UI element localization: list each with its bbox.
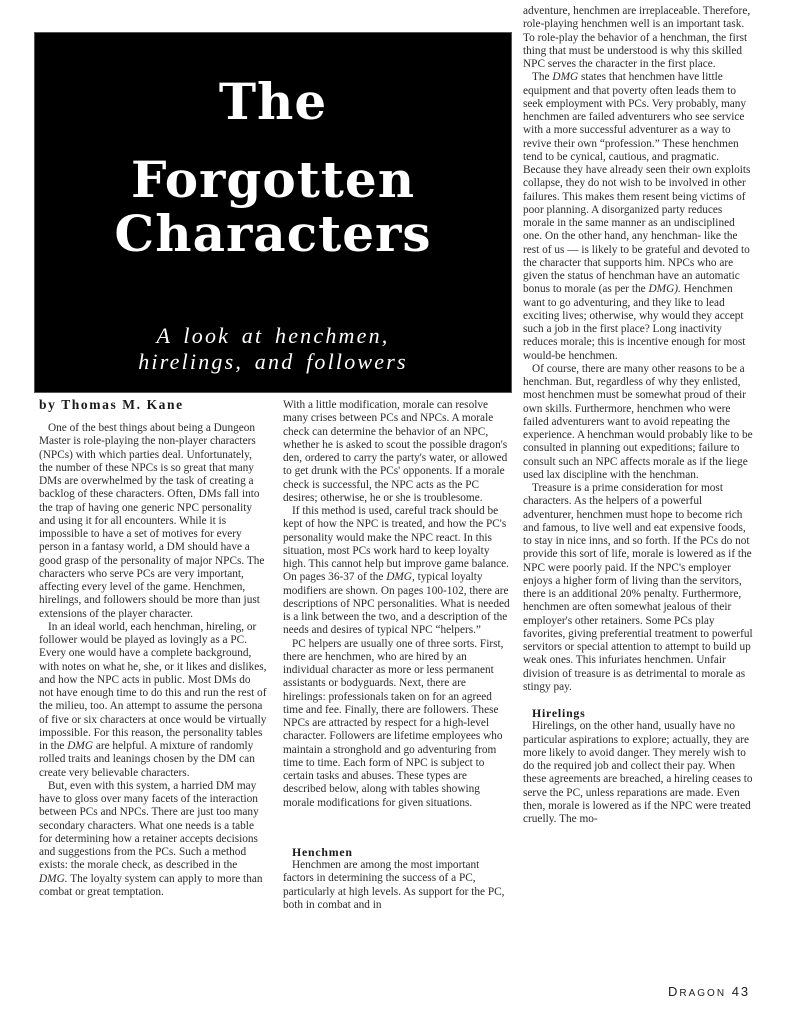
emphasis-dmg: DMG).: [648, 283, 681, 296]
paragraph-text: If this method is used, careful track should be kept of how the NPC is treated, and how the PC's personality would make the NPC react. In this situation, most PCs work hard to keep loyalty high. This cannot help but improve game balance. On pages 36-37 of the: [283, 505, 509, 584]
paragraph-text: typical loyalty modifiers are shown. On pages 100-102, there are descriptions of NPC personalities. What is needed is a link between the two, and a description of the needs and desires of typical NPC “helpers.”: [283, 571, 510, 637]
spacer: [283, 810, 511, 846]
paragraph-text: But, even with this system, a harried DM may have to gloss over many facets of the interaction between PCs and NPCs. There are just too many secondary characters. What one needs is a table for determining how a retainer accepts decisions and suggestions from the PCs. Such a method exists: the morale check, as described in the: [39, 779, 259, 872]
paragraph: Treasure is a prime consideration for most characters. As the helpers of a powerful adventurer, henchmen must hope to become rich and famous, to live well and eat expensive foods, to stay in nice inns, and so forth. If the PCs do not provide this sort of life, morale is lowered as if the NPC were poorly paid. If the NPC's employer enjoys a higher form of living than the servitors, there is an additional 20% penalty. Furthermore, henchmen are often somewhat jealous of their employer's other retainers. Some PCs play favorites, giving preferential treatment to powerful servitors or special attention to attempt to build up weak ones. This infuriates henchmen. Unfair division of treasure is as detrimental to morale as stingy pay.: [523, 482, 753, 693]
article-title: [35, 72, 511, 263]
title-line-1: The: [218, 72, 328, 131]
paragraph: [523, 71, 755, 363]
page-number: 43: [731, 984, 751, 999]
paragraph: Hirelings, on the other hand, usually have no particular aspirations to explore; actually, they are more likely to avoid danger. They merely wish to do the required job and collect their pay. When these agreements are breached, a hireling ceases to serve the PC, unless reparations are made. Even then, morale is lowered as if the NPC were treated cruelly. The mo-: [523, 720, 753, 825]
emphasis-dmg: DMG: [552, 71, 579, 84]
paragraph: adventure, henchmen are irreplaceable. Therefore, role-playing henchmen well is an important task. To role-play the behavior of a henchman, the first thing that must be understood is why this skilled NPC serves the character in the first place.: [523, 5, 751, 70]
paragraph: [283, 505, 511, 638]
article-subtitle: [35, 323, 511, 375]
paragraph: Henchmen are among the most important factors in determining the success of a PC, particularly at high levels. As support for the PC, both in combat and in: [283, 859, 505, 911]
emphasis-dmg: DMG.: [39, 872, 68, 885]
text-column-1: [39, 422, 267, 899]
emphasis-dmg: DMG: [67, 740, 93, 752]
paragraph: With a little modification, morale can resolve many crises between PCs and NPCs. A morale check can determine the behavior of an NPC, whether he is asked to scout the possible dragon's den, ordered to carry the party's water, or allowed to get drunk with the PCs' opponents. If a morale check is successful, the NPC acts as the PC desires; otherwise, he or she is troublesome.: [283, 399, 508, 504]
text-column-2: [283, 399, 511, 912]
paragraph-text: In an ideal world, each henchman, hireling, or follower would be played as lovingly as a PC. Every one would have a complete background, with notes on what he, she, or it likes and dislikes, and how the NPC acts in public. Most DMs do not have enough time to do this and run the rest of the milieu, too. An attempt to assume the persona of five or six characters at once would be virtually impossible. For this reason, the personality tables in the: [39, 620, 267, 752]
subtitle-line-1: A look at henchmen,: [156, 323, 390, 348]
byline: by Thomas M. Kane: [39, 397, 184, 412]
subtitle-line-2: hirelings, and followers: [138, 349, 408, 374]
paragraph-text: are helpful. A mixture of randomly rolled traits and leanings chosen by the DM can create very believable characters.: [39, 740, 255, 779]
paragraph: One of the best things about being a Dungeon Master is role-playing the non-player characters (NPCs) with which parties deal. Unfortunately, the number of these NPCs is so great that many DMs are overwhelmed by the task of creating a backlog of these characters. Often, DMs fall into the trap of having one generic NPC personality and using it for all encounters. While it is impossible to have a set of motives for every person in a fantasy world, a DM should have a good grasp of the personality of major NPCs. The characters who serve PCs are very important, affecting every level of the game. Henchmen, hirelings, and followers should be more than just extensions of the player character.: [39, 422, 265, 620]
title-line-3: Characters: [114, 204, 432, 263]
title-line-2: Forgotten: [130, 150, 416, 209]
paragraph: PC helpers are usually one of three sorts. First, there are henchmen, who are hired by an individual character as more or less permanent assistants or bodyguards. Next, there are hirelings: professionals taken on for an agreed time and fee. Finally, there are followers. These NPCs are attracted by respect for a high-level character. Followers are lifetime employees who maintain a stronghold and go adventuring from time to time. Each form of NPC is subject to certain tasks and abuses. These types are described below, along with tables showing morale modifications for given situations.: [283, 637, 504, 809]
section-heading-henchmen: Henchmen: [292, 844, 353, 859]
paragraph: [39, 780, 267, 899]
paragraph-text: Henchmen want to go adventuring, and they like to lead exciting lives; otherwise, why would they accept such a job in the first place? Long inactivity reduces morale; this is incentive enough for most would-be henchmen.: [523, 283, 746, 362]
paragraph-text: states that henchmen have little equipment and that poverty often leads them to seek employment with PCs. Very probably, many henchmen are failed adventurers who see service with a more successful adventurer as a way to revive their own “profession.” These henchmen tend to be cynical, cautious, and pragmatic. Because they have already seen their own exploits collapse, they do not wish to be involved in other failures. This makes them resent being victims of poor planning. A disorganized party reduces morale in the same manner as an undisciplined one. On the other hand, any henchman- like the rest of us — is likely to be grateful and devoted to the character that supports him. NPCs who are given the status of henchman have an automatic bonus to morale (as per the: [523, 71, 751, 296]
title-banner: [34, 32, 512, 393]
page-footer: [668, 984, 750, 999]
magazine-initial: D: [668, 984, 680, 999]
paragraph: [39, 621, 267, 780]
paragraph-text: The loyalty system can apply to more than combat or great temptation.: [39, 872, 263, 898]
paragraph-text: The: [532, 71, 550, 84]
text-column-3: [523, 5, 755, 826]
paragraph: Of course, there are many other reasons to be a henchman. But, regardless of why they enlisted, most henchmen must be somewhat proud of their own skills. Furthermore, henchmen who were failed adventurers want to avoid repeating the experience. A henchman would probably like to be consulted in planning out expeditions; failure to consult such an NPC affects morale as if the liege used lax discipline with the henchman.: [523, 362, 753, 481]
magazine-name-rest: RAGON: [679, 988, 727, 999]
magazine-name: [668, 984, 726, 999]
emphasis-dmg: DMG,: [386, 571, 415, 584]
section-heading-hirelings: Hirelings: [532, 706, 586, 720]
